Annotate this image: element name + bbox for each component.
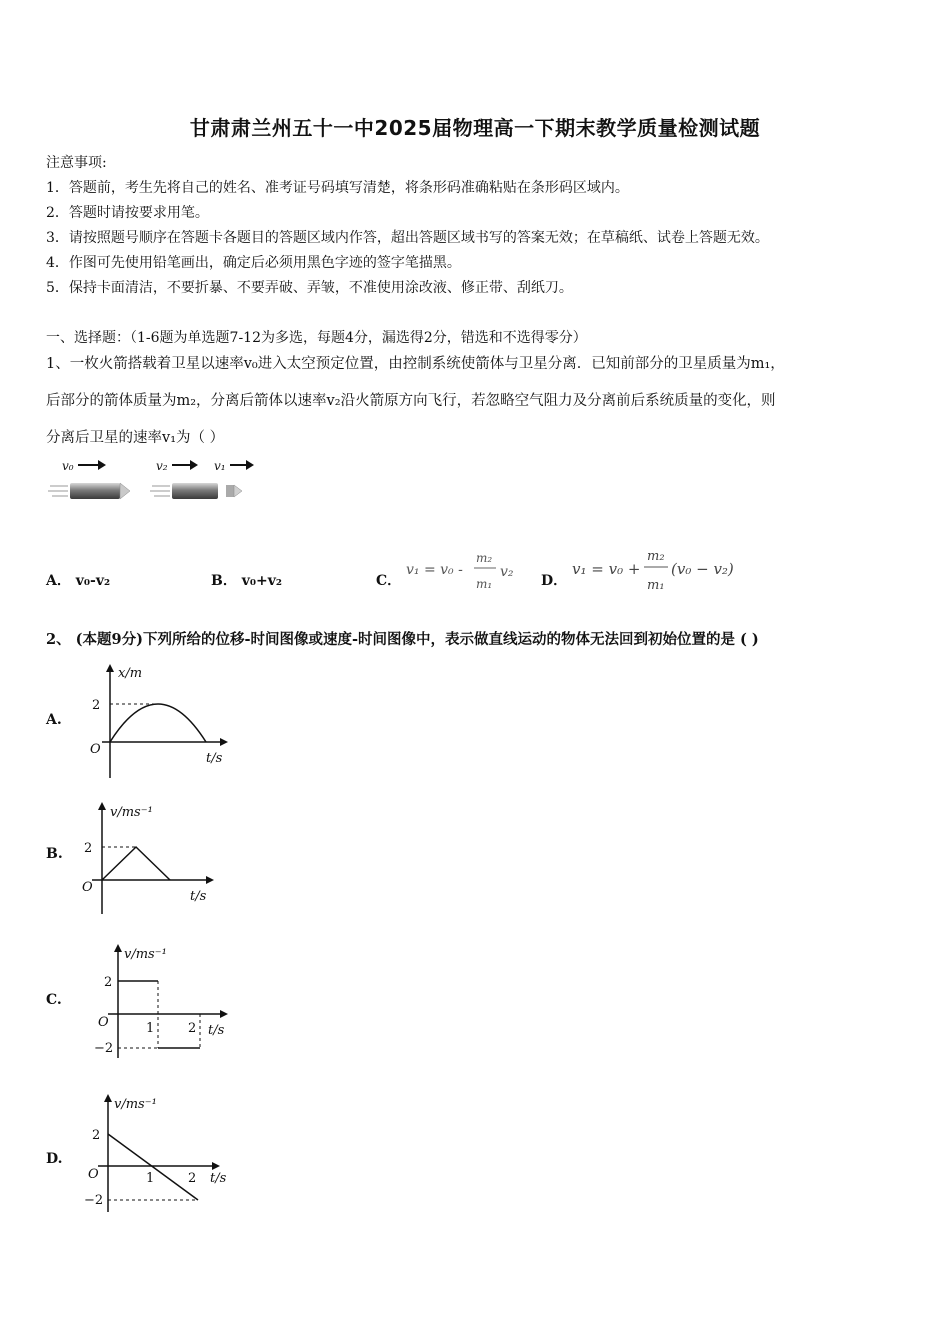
option-b-label: B． bbox=[211, 573, 237, 589]
option-c-numerator: m₂ bbox=[476, 551, 493, 565]
label-v1: v₁ bbox=[214, 459, 226, 473]
y-axis-label: v/ms⁻¹ bbox=[114, 1097, 157, 1112]
option-a[interactable] bbox=[46, 570, 110, 590]
option-d-formula bbox=[570, 544, 750, 596]
x-tick-2: 2 bbox=[188, 1021, 197, 1036]
origin-label: O bbox=[98, 1015, 109, 1030]
notice-item: 3．请按照题号顺序在答题卡各题目的答题区域内作答，超出答题区域书写的答案无效；在草稿纸、试卷上答题无效。 bbox=[46, 230, 769, 246]
y-axis-arrow-icon bbox=[114, 944, 122, 952]
question-2-text: 2、 (本题9分)下列所给的位移-时间图像或速度-时间图像中，表示做直线运动的物体无法回到初始位置的是 ( ) bbox=[46, 631, 759, 648]
graph-d-label[interactable]: D. bbox=[46, 1151, 63, 1167]
x-tick-1: 1 bbox=[146, 1171, 155, 1186]
x-axis-label: t/s bbox=[190, 889, 207, 904]
x-axis-label: t/s bbox=[210, 1171, 227, 1186]
graph-b-label[interactable]: B. bbox=[46, 846, 63, 862]
declining-line bbox=[108, 1134, 198, 1200]
parabola-curve bbox=[110, 704, 206, 742]
option-c-denominator: m₁ bbox=[476, 577, 493, 591]
x-axis-arrow-icon bbox=[212, 1162, 220, 1170]
origin-label: O bbox=[82, 880, 93, 895]
triangle-line bbox=[102, 847, 170, 880]
option-d-tail: (v₀ − v₂) bbox=[671, 560, 734, 578]
option-b[interactable] bbox=[211, 570, 282, 590]
x-tick-1: 1 bbox=[146, 1021, 155, 1036]
x-tick-2: 2 bbox=[188, 1171, 197, 1186]
graph-a bbox=[82, 662, 242, 780]
question-1-line-1: 1、一枚火箭搭载着卫星以速率v₀进入太空预定位置，由控制系统使箭体与卫星分离．已知前部分的卫星质量为m₁， bbox=[46, 356, 785, 372]
question-1-line-2: 后部分的箭体质量为m₂，分离后箭体以速率v₂沿火箭原方向飞行，若忽略空气阻力及分离前后系统质量的变化，则 bbox=[46, 393, 776, 409]
option-d-denominator: m₁ bbox=[647, 578, 665, 593]
option-d-lhs: v₁ = v₀ + bbox=[572, 560, 641, 578]
x-axis-arrow-icon bbox=[220, 1010, 228, 1018]
option-c-formula bbox=[404, 546, 524, 596]
notice-item: 2．答题时请按要求用笔。 bbox=[46, 205, 209, 221]
option-c-lhs: v₁ = v₀ - bbox=[406, 562, 463, 578]
option-c-tail: v₂ bbox=[500, 564, 514, 580]
option-d-label[interactable]: D． bbox=[541, 573, 568, 589]
graph-c-label[interactable]: C. bbox=[46, 992, 62, 1008]
y-axis-label: v/ms⁻¹ bbox=[110, 805, 153, 820]
option-a-label: A． bbox=[46, 573, 71, 589]
section-heading: 一、选择题：（1-6题为单选题7-12为多选，每题4分，漏选得2分，错选和不选得零分） bbox=[46, 330, 587, 346]
label-v0: v₀ bbox=[62, 459, 74, 473]
x-axis-arrow-icon bbox=[220, 738, 228, 746]
y-tick-2: 2 bbox=[92, 1128, 101, 1143]
notice-item: 4．作图可先使用铅笔画出，确定后必须用黑色字迹的签字笔描黑。 bbox=[46, 255, 461, 271]
notice-item: 1．答题前，考生先将自己的姓名、准考证号码填写清楚，将条形码准确粘贴在条形码区域内。 bbox=[46, 180, 629, 196]
y-axis-arrow-icon bbox=[106, 664, 114, 672]
x-axis-label: t/s bbox=[208, 1023, 225, 1038]
notice-item: 5．保持卡面清洁，不要折暴、不要弄破、弄皱，不准使用涂改液、修正带、刮纸刀。 bbox=[46, 280, 573, 296]
y-tick-2: 2 bbox=[92, 698, 101, 713]
y-axis-label: x/m bbox=[118, 666, 143, 681]
y-axis-arrow-icon bbox=[104, 1094, 112, 1102]
origin-label: O bbox=[88, 1167, 99, 1182]
y-tick-neg2: −2 bbox=[94, 1041, 114, 1056]
x-axis-label: t/s bbox=[206, 751, 223, 766]
graph-d bbox=[80, 1090, 240, 1214]
graph-b bbox=[78, 796, 238, 916]
x-axis-arrow-icon bbox=[206, 876, 214, 884]
y-tick-2: 2 bbox=[104, 975, 113, 990]
origin-label: O bbox=[90, 742, 101, 757]
page-title: 甘肃肃兰州五十一中2025届物理高一下期末教学质量检测试题 bbox=[189, 116, 761, 140]
option-d-numerator: m₂ bbox=[647, 549, 665, 564]
rocket-after-icon bbox=[150, 459, 254, 499]
notice-heading: 注意事项: bbox=[46, 155, 107, 171]
y-tick-2: 2 bbox=[84, 841, 93, 856]
option-c-label[interactable]: C． bbox=[376, 573, 402, 589]
label-v2: v₂ bbox=[156, 459, 168, 473]
y-tick-neg2: −2 bbox=[84, 1193, 104, 1208]
graph-a-label[interactable]: A. bbox=[46, 712, 62, 728]
option-a-text: v₀-v₂ bbox=[75, 573, 111, 589]
y-axis-label: v/ms⁻¹ bbox=[124, 947, 167, 962]
option-b-text: v₀+v₂ bbox=[241, 573, 282, 589]
y-axis-arrow-icon bbox=[98, 802, 106, 810]
rocket-separation-figure bbox=[46, 456, 266, 510]
question-1-line-3: 分离后卫星的速率v₁为（ ） bbox=[46, 430, 225, 446]
rocket-before-icon bbox=[48, 459, 130, 499]
graph-c bbox=[92, 936, 242, 1060]
